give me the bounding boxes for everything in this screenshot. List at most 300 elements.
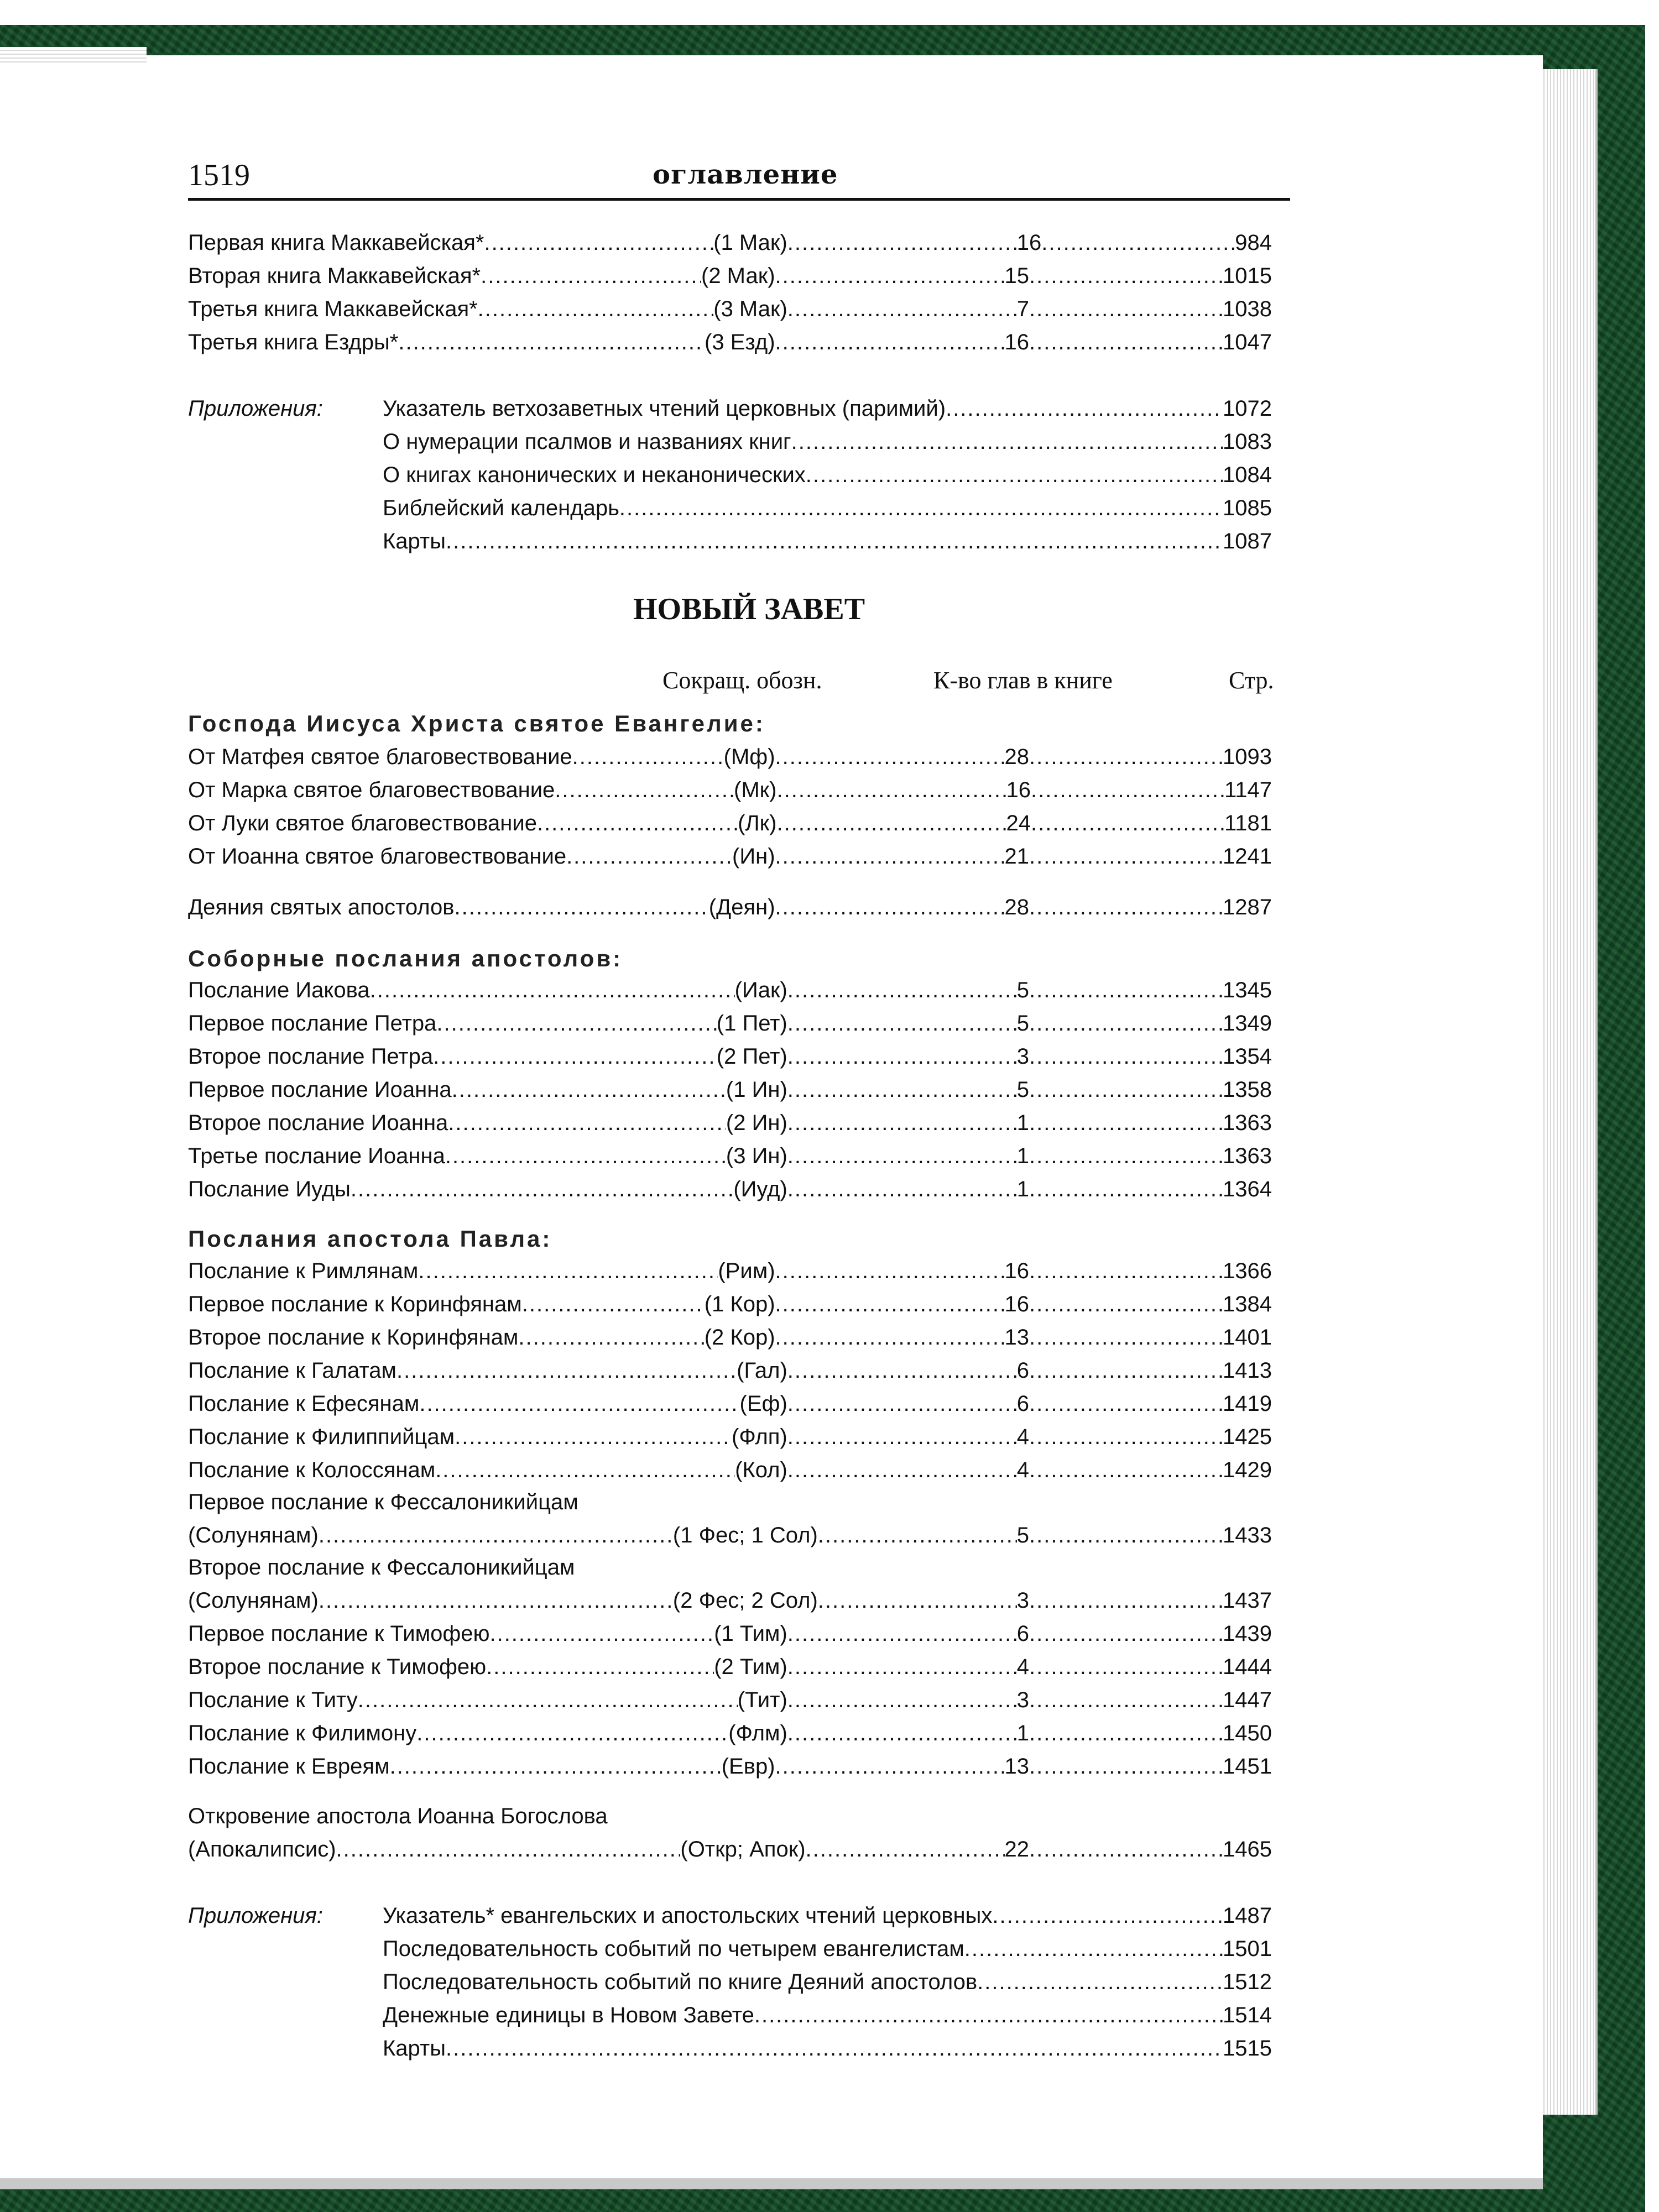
chapter-count: 1: [1016, 1721, 1030, 1745]
toc-row[interactable]: [188, 1388, 1272, 1420]
page-ref: 1083: [1223, 430, 1272, 454]
appendix-row[interactable]: [383, 1900, 1272, 1932]
appendix-row[interactable]: [383, 393, 1272, 425]
leader-dots: [787, 1140, 1017, 1172]
toc-row[interactable]: [188, 807, 1272, 839]
chapter-count: 24: [1006, 811, 1031, 835]
book-name: Второе послание к Коринфянам: [188, 1325, 519, 1350]
abbreviation: (1 Пет): [716, 1011, 787, 1036]
chapter-count: 22: [1004, 1837, 1030, 1861]
toc-row[interactable]: [188, 840, 1272, 872]
leader-dots: [446, 2032, 1223, 2064]
leader-dots: [319, 1585, 673, 1617]
chapter-count: 1: [1016, 1111, 1030, 1135]
chapter-count: 16: [1006, 778, 1031, 802]
leader-dots: [787, 1454, 1017, 1486]
leader-dots: [754, 1999, 1223, 2031]
chapter-count: 7: [1016, 297, 1030, 321]
appendix-row[interactable]: [383, 2032, 1272, 2064]
leader-dots: [416, 1717, 728, 1749]
book-name: Второе послание Петра: [188, 1044, 434, 1069]
leader-dots: [1029, 840, 1223, 872]
leader-dots: [1029, 1355, 1223, 1387]
leader-dots: [1029, 974, 1223, 1006]
book-name: Второе послание к Тимофею: [188, 1655, 487, 1679]
chapter-count: 6: [1016, 1392, 1030, 1416]
leader-dots: [806, 459, 1223, 491]
book-name: От Марка святое благовествование: [188, 778, 555, 802]
abbreviation: (3 Мак): [713, 297, 787, 321]
leader-dots: [776, 774, 1006, 806]
leader-dots: [518, 1321, 704, 1353]
book-name: (Солунянам): [188, 1588, 319, 1613]
toc-row[interactable]: [188, 891, 1272, 923]
running-title: оглавление: [653, 159, 838, 190]
toc-row[interactable]: [188, 1007, 1272, 1039]
page-ref: 1358: [1223, 1078, 1272, 1102]
leader-dots: [1029, 1173, 1223, 1205]
leader-dots: [489, 1618, 714, 1650]
leader-dots: [478, 293, 714, 325]
toc-row[interactable]: [188, 1355, 1272, 1387]
toc-row[interactable]: [188, 260, 1272, 292]
leader-dots: [455, 891, 709, 923]
toc-row[interactable]: [188, 1107, 1272, 1139]
leader-dots: [1031, 774, 1224, 806]
leader-dots: [787, 1618, 1017, 1650]
column-header-page: Стр.: [1229, 667, 1274, 694]
leader-dots: [775, 1321, 1005, 1353]
column-header-abbr: Сокращ. обозн.: [662, 667, 822, 694]
book-name-line1: Первое послание к Фессалоникийцам: [188, 1490, 578, 1514]
book-name: От Луки святое благовествование: [188, 811, 537, 835]
leader-dots: [1029, 1007, 1223, 1039]
appendix-name: О книгах канонических и неканонических: [383, 463, 806, 487]
abbreviation: (1 Ин): [726, 1078, 787, 1102]
appendix-label: Приложения:: [188, 1904, 323, 1928]
leader-dots: [775, 260, 1005, 292]
leader-dots: [1041, 227, 1235, 259]
leader-dots: [1029, 260, 1223, 292]
leader-dots: [787, 1421, 1017, 1453]
leader-dots: [775, 326, 1005, 358]
leader-dots: [1029, 1421, 1223, 1453]
leader-dots: [484, 227, 713, 259]
chapter-count: 4: [1016, 1458, 1030, 1482]
abbreviation: (2 Ин): [726, 1111, 787, 1135]
page-ref: 1147: [1224, 778, 1272, 802]
book-name: Послание к Филимону: [188, 1721, 417, 1745]
page-ref: 1241: [1223, 844, 1272, 869]
book-name: Первое послание Петра: [188, 1011, 437, 1036]
page-ref: 1349: [1223, 1011, 1272, 1036]
leader-dots: [992, 1900, 1223, 1932]
leader-dots: [370, 974, 735, 1006]
leader-dots: [787, 1684, 1017, 1716]
leader-dots: [419, 1388, 739, 1420]
page-ref: 1450: [1223, 1721, 1272, 1745]
chapter-count: 13: [1004, 1325, 1030, 1350]
leader-dots: [1029, 1454, 1223, 1486]
chapter-count: 5: [1016, 978, 1030, 1002]
toc-row[interactable]: [188, 1454, 1272, 1486]
leader-dots: [787, 1717, 1017, 1749]
page-ref: 1444: [1223, 1655, 1272, 1679]
page-ref: 1085: [1223, 496, 1272, 520]
leader-dots: [1029, 1388, 1223, 1420]
page-ref: 1087: [1223, 529, 1272, 553]
abbreviation: (Иуд): [733, 1177, 787, 1201]
toc-row[interactable]: [188, 1140, 1272, 1172]
leader-dots: [791, 426, 1223, 458]
chapter-count: 6: [1016, 1358, 1030, 1383]
appendix-row[interactable]: [383, 426, 1272, 458]
leader-dots: [1029, 1833, 1223, 1865]
leader-dots: [787, 1107, 1017, 1139]
page-ref: 1015: [1223, 264, 1272, 288]
page-ref: 1512: [1223, 1970, 1272, 1994]
toc-row[interactable]: [188, 974, 1272, 1006]
abbreviation: (Флп): [732, 1425, 787, 1449]
book-name: Третья книга Ездры*: [188, 330, 399, 354]
book-name: Послание к Титу: [188, 1688, 358, 1712]
appendix-name: Указатель* евангельских и апостольских чтений церковных: [383, 1904, 993, 1928]
appendix-name: Денежные единицы в Новом Завете: [383, 2003, 754, 2027]
toc-row[interactable]: [188, 1074, 1272, 1106]
book-name-line1: Второе послание к Фессалоникийцам: [188, 1555, 575, 1580]
leader-dots: [537, 807, 738, 839]
group-heading: Послания апостола Павла:: [188, 1226, 552, 1252]
leader-dots: [522, 1288, 705, 1320]
abbreviation: (2 Фес; 2 Сол): [672, 1588, 818, 1613]
page-number: 1519: [188, 158, 250, 192]
toc-row[interactable]: [188, 1833, 1272, 1865]
leader-dots: [486, 1651, 714, 1683]
page-ref: 1451: [1223, 1754, 1272, 1779]
leader-dots: [566, 840, 732, 872]
appendix-name: Библейский календарь: [383, 496, 619, 520]
chapter-count: 16: [1004, 1259, 1030, 1283]
abbreviation: (Рим): [718, 1259, 775, 1283]
page-ref: 1514: [1223, 2003, 1272, 2027]
leader-dots: [775, 741, 1005, 773]
book-name: Послание к Ефесянам: [188, 1392, 420, 1416]
leader-dots: [787, 1355, 1017, 1387]
page-ref: 1437: [1223, 1588, 1272, 1613]
appendix-row[interactable]: [383, 525, 1272, 557]
leader-dots: [555, 774, 734, 806]
page-ref: 984: [1235, 231, 1272, 255]
appendix-row[interactable]: [383, 492, 1272, 524]
page-ref: 1072: [1223, 396, 1272, 421]
leader-dots: [1029, 1585, 1223, 1617]
abbreviation: (3 Ин): [726, 1144, 787, 1168]
page-ref: 1384: [1223, 1292, 1272, 1316]
page-ref: 1447: [1223, 1688, 1272, 1712]
leader-dots: [619, 492, 1223, 524]
abbreviation: (Гал): [737, 1358, 787, 1383]
toc-row[interactable]: [188, 326, 1272, 358]
header-rule: [188, 198, 1290, 201]
book-name-line1: Откровение апостола Иоанна Богослова: [188, 1804, 608, 1828]
book-name: Послание к Евреям: [188, 1754, 390, 1779]
leader-dots: [787, 1040, 1017, 1073]
leader-dots: [433, 1040, 717, 1073]
abbreviation: (Тит): [737, 1688, 787, 1712]
page-ref: 1354: [1223, 1044, 1272, 1069]
abbreviation: (Иак): [734, 978, 787, 1002]
leader-dots: [787, 1173, 1017, 1205]
abbreviation: (3 Езд): [705, 330, 775, 354]
leader-dots: [1029, 1040, 1223, 1073]
book-name: Послание к Римлянам: [188, 1259, 419, 1283]
leader-dots: [1029, 293, 1223, 325]
abbreviation: (1 Кор): [704, 1292, 775, 1316]
chapter-count: 3: [1016, 1588, 1030, 1613]
leader-dots: [787, 1651, 1017, 1683]
chapter-count: 28: [1004, 895, 1030, 919]
appendix-name: О нумерации псалмов и названиях книг: [383, 430, 791, 454]
abbreviation: (2 Тим): [714, 1655, 787, 1679]
abbreviation: (1 Фес; 1 Сол): [672, 1523, 818, 1547]
group-heading: Господа Иисуса Христа святое Евангелие:: [188, 710, 765, 736]
leader-dots: [1029, 891, 1223, 923]
abbreviation: (Ин): [732, 844, 775, 869]
book-name: Послание к Филиппийцам: [188, 1425, 455, 1449]
leader-dots: [455, 1421, 732, 1453]
toc-row[interactable]: [188, 1421, 1272, 1453]
toc-row[interactable]: [188, 741, 1272, 773]
page-ref: 1401: [1223, 1325, 1272, 1350]
toc-row[interactable]: [188, 1684, 1272, 1716]
leader-dots: [397, 1355, 737, 1387]
leader-dots: [818, 1519, 1017, 1551]
chapter-count: 21: [1004, 844, 1030, 869]
chapter-count: 3: [1016, 1044, 1030, 1069]
leader-dots: [448, 1107, 726, 1139]
book-name: Третья книга Маккавейская*: [188, 297, 478, 321]
page-ref: 1487: [1223, 1904, 1272, 1928]
leader-dots: [1029, 1321, 1223, 1353]
leader-dots: [1029, 1288, 1223, 1320]
book-name: Первое послание к Тимофею: [188, 1622, 490, 1646]
leader-dots: [1029, 326, 1223, 358]
leader-dots: [787, 1074, 1017, 1106]
book-name: (Солунянам): [188, 1523, 319, 1547]
toc-row[interactable]: [188, 1618, 1272, 1650]
leader-dots: [1029, 1107, 1223, 1139]
leader-dots: [806, 1833, 1005, 1865]
leader-dots: [1029, 1140, 1223, 1172]
page-ref: 1515: [1223, 2036, 1272, 2061]
leader-dots: [775, 1255, 1005, 1287]
chapter-count: 1: [1016, 1177, 1030, 1201]
leader-dots: [572, 741, 724, 773]
leader-dots: [787, 293, 1017, 325]
chapter-count: 16: [1016, 231, 1042, 255]
abbreviation: (Деян): [708, 895, 775, 919]
leader-dots: [775, 1750, 1005, 1782]
toc-row[interactable]: [188, 1750, 1272, 1782]
leader-dots: [775, 1288, 1005, 1320]
appendix-name: Карты: [383, 529, 446, 553]
book-name: Послание Иуды: [188, 1177, 351, 1201]
book-name: Послание Иакова: [188, 978, 370, 1002]
toc-row[interactable]: [188, 1040, 1272, 1073]
leader-dots: [964, 1933, 1223, 1965]
page-ref: 1345: [1223, 978, 1272, 1002]
toc-row[interactable]: [188, 1717, 1272, 1749]
book-name: Деяния святых апостолов: [188, 895, 455, 919]
page-ref: 1084: [1223, 463, 1272, 487]
toc-row[interactable]: [188, 1173, 1272, 1205]
leader-dots: [1029, 1255, 1223, 1287]
leader-dots: [1031, 807, 1224, 839]
book-name: От Иоанна святое благовествование: [188, 844, 567, 869]
leader-dots: [787, 1388, 1017, 1420]
chapter-count: 16: [1004, 330, 1030, 354]
leader-dots: [418, 1255, 718, 1287]
page-ref: 1419: [1223, 1392, 1272, 1416]
leader-dots: [452, 1074, 726, 1106]
page-ref: 1364: [1223, 1177, 1272, 1201]
book-name: От Матфея святое благовествование: [188, 745, 572, 769]
toc-row[interactable]: [188, 1651, 1272, 1683]
chapter-count: 6: [1016, 1622, 1030, 1646]
page-ref: 1433: [1223, 1523, 1272, 1547]
abbreviation: (1 Тим): [714, 1622, 787, 1646]
abbreviation: (Откр; Апок): [680, 1837, 806, 1861]
leader-dots: [390, 1750, 722, 1782]
book-name: Первая книга Маккавейская*: [188, 231, 484, 255]
appendix-row[interactable]: [383, 459, 1272, 491]
appendix-name: Указатель ветхозаветных чтений церковных (паримий): [383, 396, 946, 421]
appendix-row[interactable]: [383, 1999, 1272, 2031]
abbreviation: (Кол): [735, 1458, 787, 1482]
leader-dots: [775, 840, 1005, 872]
leader-dots: [818, 1585, 1017, 1617]
appendix-row[interactable]: [383, 1966, 1272, 1998]
toc-row[interactable]: [188, 1255, 1272, 1287]
abbreviation: (Флм): [728, 1721, 787, 1745]
spine-pages: [0, 47, 147, 64]
leader-dots: [1029, 1618, 1223, 1650]
appendix-label: Приложения:: [188, 396, 323, 421]
toc-row[interactable]: [188, 1288, 1272, 1320]
leader-dots: [398, 326, 705, 358]
leader-dots: [1029, 1651, 1223, 1683]
leader-dots: [1029, 1519, 1223, 1551]
column-header-chapters: К-во глав в книге: [933, 667, 1113, 694]
page-ref: 1093: [1223, 745, 1272, 769]
book-name: Первое послание Иоанна: [188, 1078, 452, 1102]
toc-row[interactable]: [188, 227, 1272, 259]
leader-dots: [775, 891, 1005, 923]
leader-dots: [1029, 1074, 1223, 1106]
chapter-count: 5: [1016, 1078, 1030, 1102]
appendix-name: Последовательность событий по книге Деяний апостолов: [383, 1970, 978, 1994]
book-name: Второе послание Иоанна: [188, 1111, 448, 1135]
chapter-count: 4: [1016, 1655, 1030, 1679]
leader-dots: [319, 1519, 673, 1551]
chapter-count: 16: [1004, 1292, 1030, 1316]
appendix-row[interactable]: [383, 1933, 1272, 1965]
leader-dots: [481, 260, 701, 292]
page-ref: 1363: [1223, 1144, 1272, 1168]
abbreviation: (Лк): [738, 811, 777, 835]
toc-row[interactable]: [188, 293, 1272, 325]
leader-dots: [787, 1007, 1017, 1039]
leader-dots: [787, 227, 1017, 259]
leader-dots: [358, 1684, 738, 1716]
leader-dots: [1029, 741, 1223, 773]
page-ref: 1465: [1223, 1837, 1272, 1861]
book-name: Послание к Галатам: [188, 1358, 397, 1383]
abbreviation: (Еф): [739, 1392, 787, 1416]
chapter-count: 28: [1004, 745, 1030, 769]
abbreviation: (2 Пет): [716, 1044, 787, 1069]
appendix-name: Карты: [383, 2036, 446, 2061]
abbreviation: (Мк): [734, 778, 777, 802]
abbreviation: (Евр): [721, 1754, 775, 1779]
page-ref: 1047: [1223, 330, 1272, 354]
page-ref: 1181: [1224, 811, 1272, 835]
leader-dots: [1029, 1750, 1223, 1782]
book-name: (Апокалипсис): [188, 1837, 336, 1861]
chapter-count: 15: [1004, 264, 1030, 288]
leader-dots: [787, 974, 1017, 1006]
abbreviation: (2 Мак): [701, 264, 775, 288]
leader-dots: [336, 1833, 681, 1865]
page-ref: 1501: [1223, 1937, 1272, 1961]
page-ref: 1038: [1223, 297, 1272, 321]
chapter-count: 5: [1016, 1523, 1030, 1547]
page-ref: 1413: [1223, 1358, 1272, 1383]
chapter-count: 13: [1004, 1754, 1030, 1779]
appendix-name: Последовательность событий по четырем евангелистам: [383, 1937, 964, 1961]
leader-dots: [1029, 1717, 1223, 1749]
page-ref: 1439: [1223, 1622, 1272, 1646]
section-title: НОВЫЙ ЗАВЕТ: [633, 592, 865, 626]
group-heading: Соборные послания апостолов:: [188, 945, 623, 971]
toc-row[interactable]: [188, 1321, 1272, 1353]
book-name: Третье послание Иоанна: [188, 1144, 445, 1168]
leader-dots: [946, 393, 1223, 425]
leader-dots: [977, 1966, 1223, 1998]
toc-row[interactable]: [188, 1519, 1272, 1551]
page-ref: 1429: [1223, 1458, 1272, 1482]
chapter-count: 4: [1016, 1425, 1030, 1449]
chapter-count: 5: [1016, 1011, 1030, 1036]
leader-dots: [445, 1140, 726, 1172]
page-ref: 1366: [1223, 1259, 1272, 1283]
abbreviation: (2 Кор): [704, 1325, 775, 1350]
leader-dots: [776, 807, 1006, 839]
abbreviation: (1 Мак): [713, 231, 787, 255]
leader-dots: [435, 1454, 735, 1486]
page-ref: 1287: [1223, 895, 1272, 919]
page-ref: 1363: [1223, 1111, 1272, 1135]
leader-dots: [351, 1173, 733, 1205]
leader-dots: [446, 525, 1223, 557]
toc-row[interactable]: [188, 1585, 1272, 1617]
page-edges: [1535, 69, 1598, 2115]
toc-row[interactable]: [188, 774, 1272, 806]
chapter-count: 1: [1016, 1144, 1030, 1168]
book-name: Послание к Колоссянам: [188, 1458, 436, 1482]
book-name: Первое послание к Коринфянам: [188, 1292, 522, 1316]
page-ref: 1425: [1223, 1425, 1272, 1449]
